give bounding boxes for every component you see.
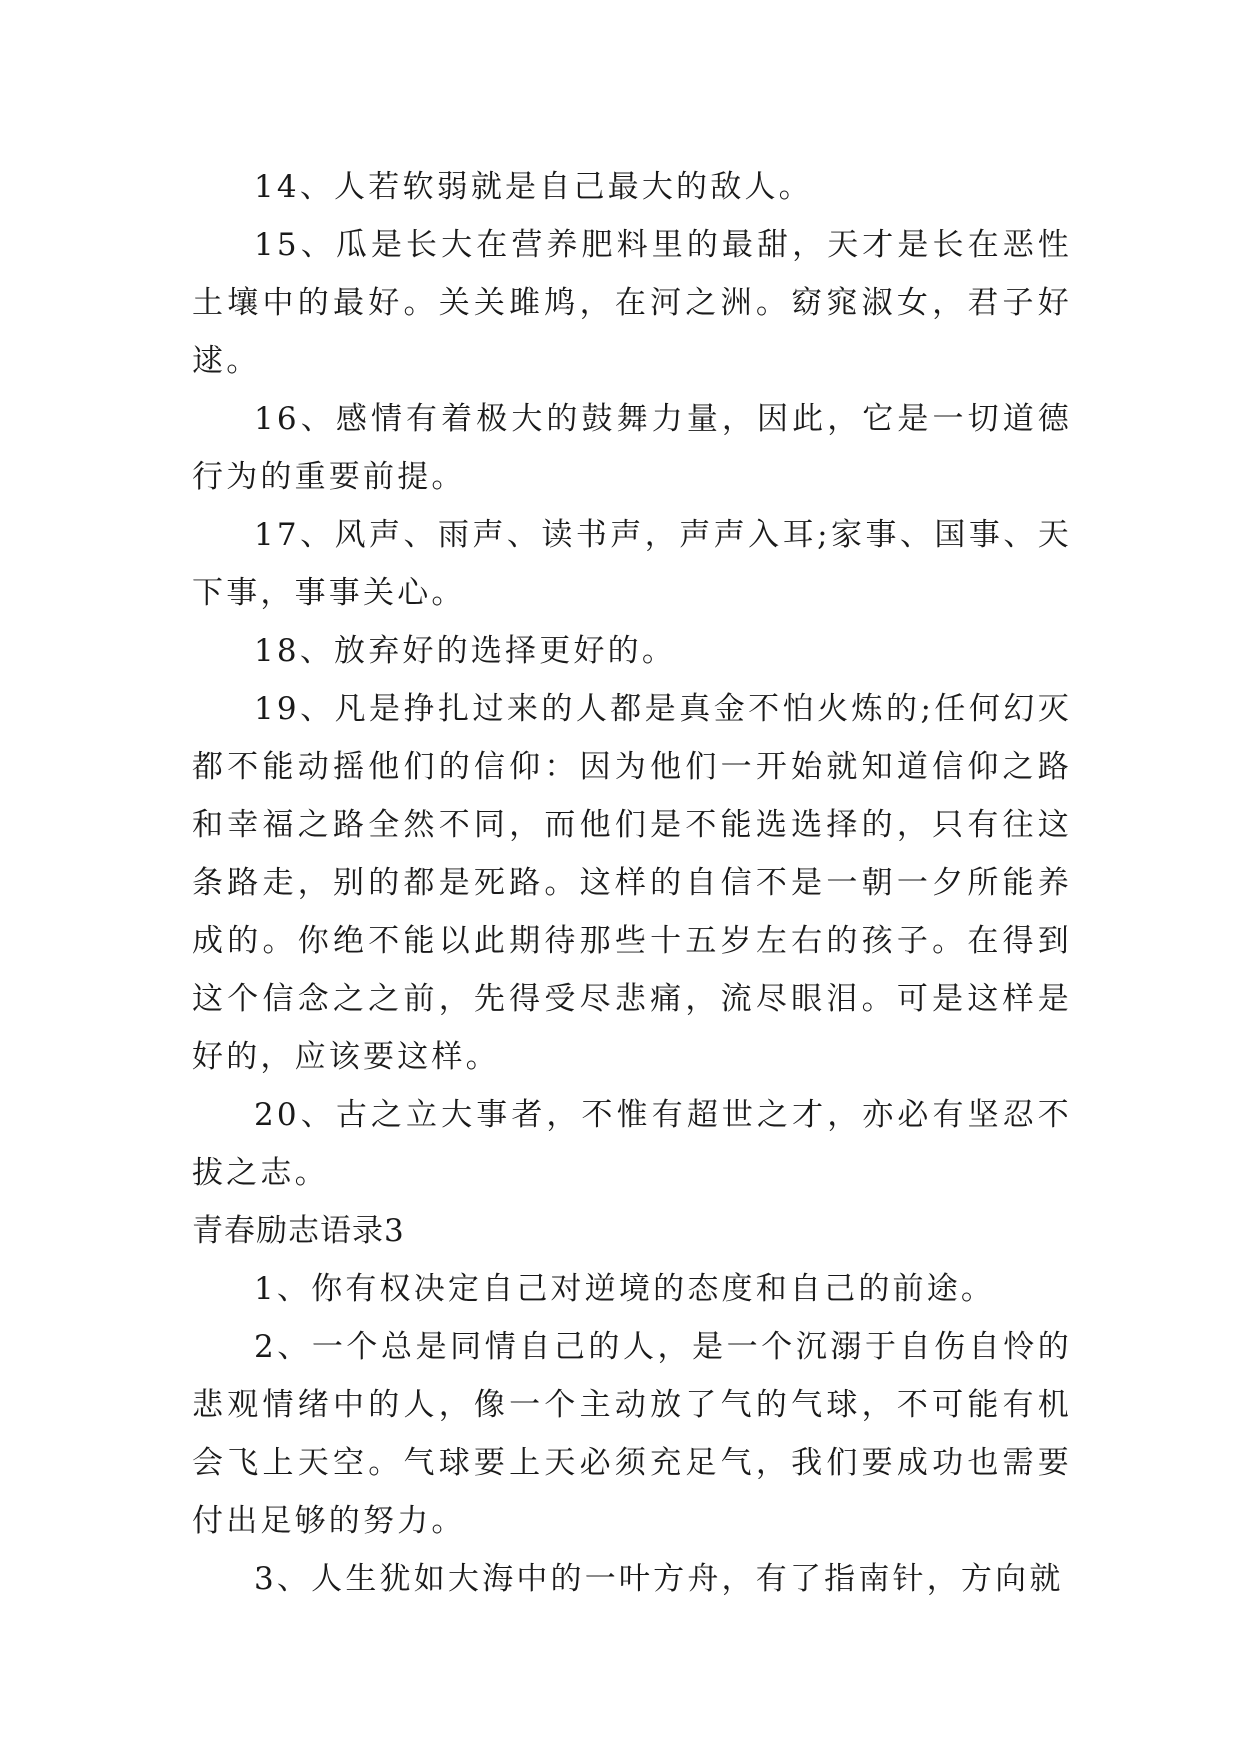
quote-paragraph-17: 17、风声、雨声、读书声，声声入耳;家事、国事、天下事，事事关心。 <box>192 517 1072 611</box>
quote-paragraph-3: 3、人生犹如大海中的一叶方舟，有了指南针，方向就 <box>254 1561 1064 1597</box>
quote-paragraph-1: 1、你有权决定自己对逆境的态度和自己的前途。 <box>254 1271 996 1307</box>
quote-paragraph-19: 19、凡是挣扎过来的人都是真金不怕火炼的;任何幻灭都不能动摇他们的信仰：因为他们一开始就知道信仰之路和幸福之路全然不同，而他们是不能选选择的，只有往这条路走，别的都是死路。这样的自信不是一朝一夕所能养成的。你绝不能以此期待那些十五岁左右的孩子。在得到这个信念之之前，先得受尽悲痛，流尽眼泪。可是这样是好的，应该要这样。 <box>192 691 1072 1075</box>
document-body <box>192 158 1072 1608</box>
quote-paragraph-14: 14、人若软弱就是自己最大的敌人。 <box>254 169 813 205</box>
quote-paragraph-18: 18、放弃好的选择更好的。 <box>254 633 677 669</box>
section-heading: 青春励志语录3 <box>192 1213 405 1249</box>
quote-paragraph-16: 16、感情有着极大的鼓舞力量，因此，它是一切道德行为的重要前提。 <box>192 401 1072 495</box>
quote-paragraph-20: 20、古之立大事者，不惟有超世之才，亦必有坚忍不拔之志。 <box>192 1097 1072 1191</box>
quote-paragraph-2: 2、一个总是同情自己的人，是一个沉溺于自伤自怜的悲观情绪中的人，像一个主动放了气的气球，不可能有机会飞上天空。气球要上天必须充足气，我们要成功也需要付出足够的努力。 <box>192 1329 1072 1539</box>
quote-paragraph-15: 15、瓜是长大在营养肥料里的最甜，天才是长在恶性土壤中的最好。关关雎鸠，在河之洲。窈窕淑女，君子好逑。 <box>192 227 1072 379</box>
